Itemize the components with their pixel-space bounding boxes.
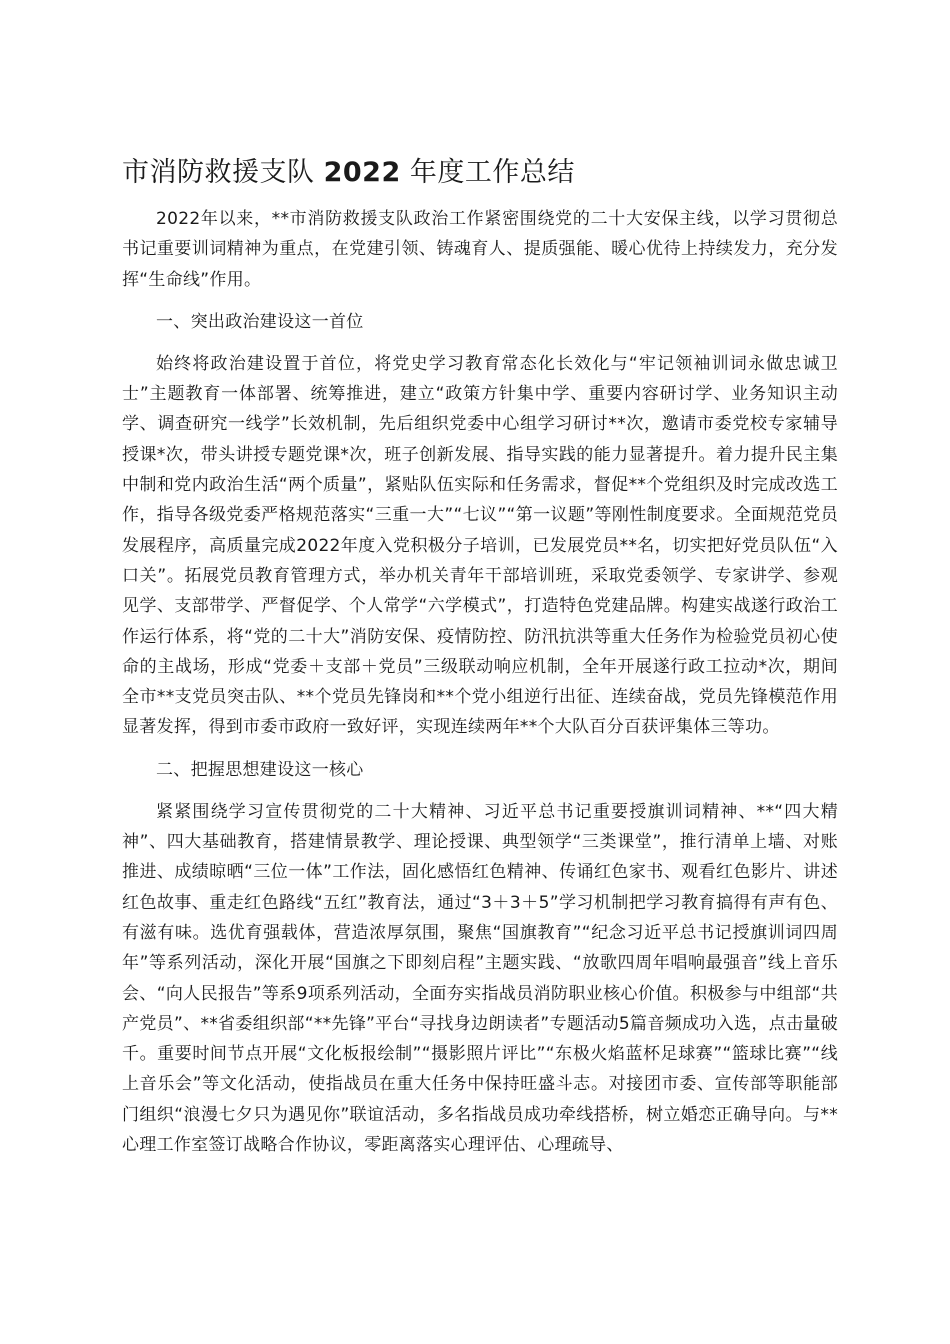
intro-paragraph: 2022年以来，**市消防救援支队政治工作紧密围绕党的二十大安保主线，以学习贯彻总书记重要训词精神为重点，在党建引领、铸魂育人、提质强能、暖心优待上持续发力，充分发挥“生命线”作用。: [122, 209, 838, 290]
section-1-heading: 一、突出政治建设这一首位: [156, 311, 364, 332]
document-body: [122, 204, 838, 1160]
document-title: [122, 153, 575, 193]
section-1-paragraph: 始终将政治建设置于首位，将党史学习教育常态化长效化与“牢记领袖训词永做忠诚卫士”主题教育一体部署、统筹推进，建立“政策方针集中学、重要内容研讨学、业务知识主动学、调查研究一线学”长效机制，先后组织党委中心组学习研讨**次，邀请市委党校专家辅导授课*次，带头讲授专题党课*次，班子创新发展、指导实践的能力显著提升。着力提升民主集中制和党内政治生活“两个质量”，紧贴队伍实际和任务需求，督促**个党组织及时完成改选工作，指导各级党委严格规范落实“三重一大”“七议”“第一议题”等刚性制度要求。全面规范党员发展程序，高质量完成2022年度入党积极分子培训，已发展党员**名，切实把好党员队伍“入口关”。拓展党员教育管理方式，举办机关青年干部培训班，采取党委领学、专家讲学、参观见学、支部带学、严督促学、个人常学“六学模式”，打造特色党建品牌。构建实战遂行政治工作运行体系，将“党的二十大”消防安保、疫情防控、防汛抗洪等重大任务作为检验党员初心使命的主战场，形成“党委＋支部＋党员”三级联动响应机制，全年开展遂行政工拉动*次，期间全市**支党员突击队、**个党员先锋岗和**个党小组逆行出征、连续奋战，党员先锋模范作用显著发挥，得到市委市政府一致好评，实现连续两年**个大队百分百获评集体三等功。: [122, 353, 838, 738]
title-suffix: 年度工作总结: [409, 157, 575, 188]
title-year: 2022: [323, 157, 401, 188]
section-2-heading: 二、把握思想建设这一核心: [156, 759, 364, 780]
section-2-paragraph: 紧紧围绕学习宣传贯彻党的二十大精神、习近平总书记重要授旗训词精神、**“四大精神”、四大基础教育，搭建情景教学、理论授课、典型领学“三类课堂”，推行清单上墙、对账推进、成绩晾晒“三位一体”工作法，固化感悟红色精神、传诵红色家书、观看红色影片、讲述红色故事、重走红色路线“五红”教育法，通过“3＋3＋5”学习机制把学习教育搞得有声有色、有滋有味。选优育强载体，营造浓厚氛围，聚焦“国旗教育”“纪念习近平总书记授旗训词四周年”等系列活动，深化开展“国旗之下即刻启程”主题实践、“放歌四周年唱响最强音”线上音乐会、“向人民报告”等系9项系列活动，全面夯实指战员消防职业核心价值。积极参与中组部“共产党员”、**省委组织部“**先锋”平台“寻找身边朗读者”专题活动5篇音频成功入选，点击量破千。重要时间节点开展“文化板报绘制”“摄影照片评比”“东极火焰蓝杯足球赛”“篮球比赛”“线上音乐会”等文化活动，使指战员在重大任务中保持旺盛斗志。对接团市委、宣传部等职能部门组织“浪漫七夕只为遇见你”联谊活动，多名指战员成功牵线搭桥，树立婚恋正确导向。与**心理工作室签订战略合作协议，零距离落实心理评估、心理疏导、: [122, 801, 838, 1156]
title-prefix: 市消防救援支队: [122, 157, 315, 188]
